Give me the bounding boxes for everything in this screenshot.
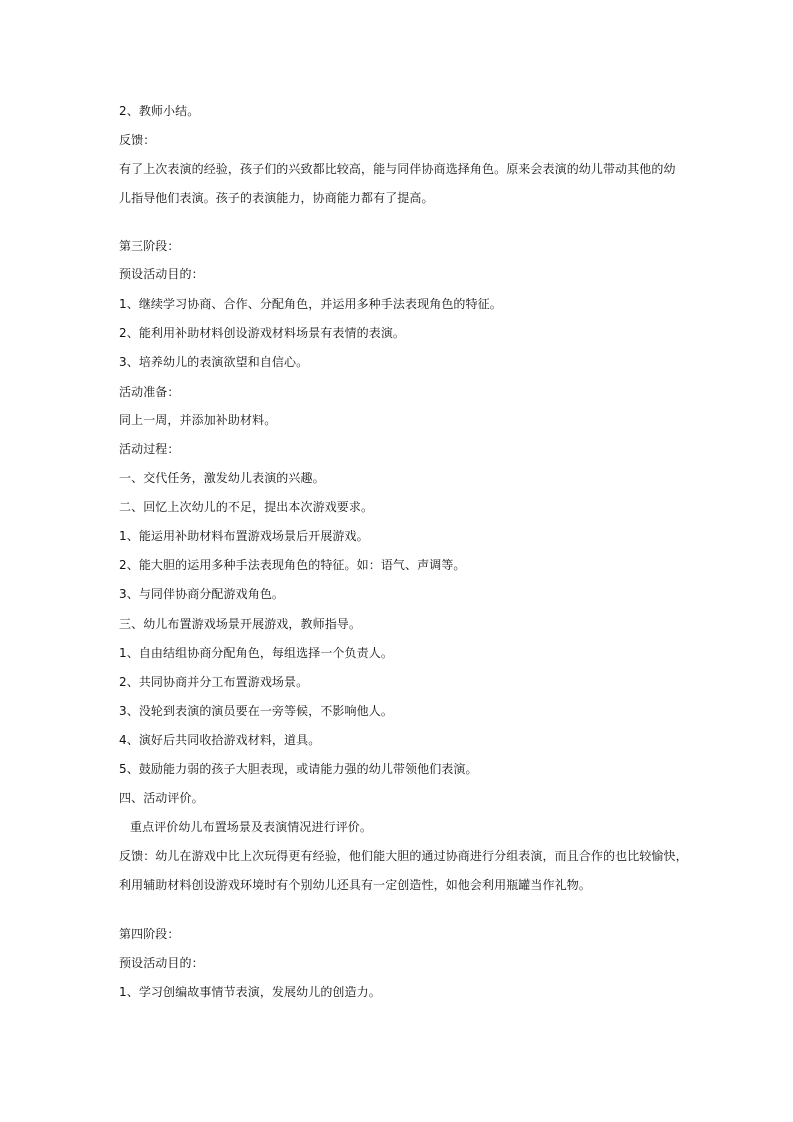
text-line: 活动过程： <box>119 442 180 456</box>
list-item: 1、学习创编故事情节表演，发展幼儿的创造力。 <box>119 985 381 999</box>
text-line: 预设活动目的： <box>119 956 204 970</box>
list-item: 3、没轮到表演的演员要在一旁等候，不影响他人。 <box>119 704 393 718</box>
list-item: 二、回忆上次幼儿的不足，提出本次游戏要求。 <box>119 500 374 514</box>
text-line: 预设活动目的： <box>119 267 204 281</box>
list-item: 一、交代任务，激发幼儿表演的兴趣。 <box>119 471 325 485</box>
text-line: 活动准备： <box>119 385 180 399</box>
list-item: 三、幼儿布置游戏场景开展游戏，教师指导。 <box>119 617 362 631</box>
list-item: 四、活动评价。 <box>119 791 204 805</box>
text-line: 2、教师小结。 <box>119 104 200 118</box>
text-line: 儿指导他们表演。孩子的表演能力，协商能力都有了提高。 <box>119 191 434 205</box>
text-line: 同上一周，并添加补助材料。 <box>119 413 277 427</box>
list-item: 3、培养幼儿的表演欲望和自信心。 <box>119 355 309 369</box>
text-line: 反馈：幼儿在游戏中比上次玩得更有经验，他们能大胆的通过协商进行分组表演，而且合作的也比较愉快， <box>119 849 688 863</box>
text-line: 反馈： <box>119 133 156 147</box>
list-item: 1、继续学习协商、合作、分配角色，并运用多种手法表现角色的特征。 <box>119 297 502 311</box>
list-item: 5、鼓励能力弱的孩子大胆表现，或请能力强的幼儿带领他们表演。 <box>119 762 478 776</box>
list-item: 2、共同协商并分工布置游戏场景。 <box>119 675 309 689</box>
list-item: 1、自由结组协商分配角色，每组选择一个负责人。 <box>119 646 393 660</box>
text-line: 重点评价幼儿布置场景及表演情况进行评价。 <box>130 820 373 834</box>
text-line: 利用辅助材料创设游戏环境时有个别幼儿还具有一定创造性，如他会利用瓶罐当作礼物。 <box>119 878 591 892</box>
list-item: 1、能运用补助材料布置游戏场景后开展游戏。 <box>119 529 369 543</box>
section-heading: 第三阶段： <box>119 239 180 253</box>
text-line: 有了上次表演的经验，孩子们的兴致都比较高，能与同伴协商选择角色。原来会表演的幼儿带动其他的幼 <box>119 162 676 176</box>
list-item: 2、能利用补助材料创设游戏材料场景有表情的表演。 <box>119 326 406 340</box>
list-item: 3、与同伴协商分配游戏角色。 <box>119 587 285 601</box>
list-item: 2、能大胆的运用多种手法表现角色的特征。如：语气、声调等。 <box>119 558 466 572</box>
list-item: 4、演好后共同收拾游戏材料，道具。 <box>119 733 321 747</box>
section-heading: 第四阶段： <box>119 927 180 941</box>
